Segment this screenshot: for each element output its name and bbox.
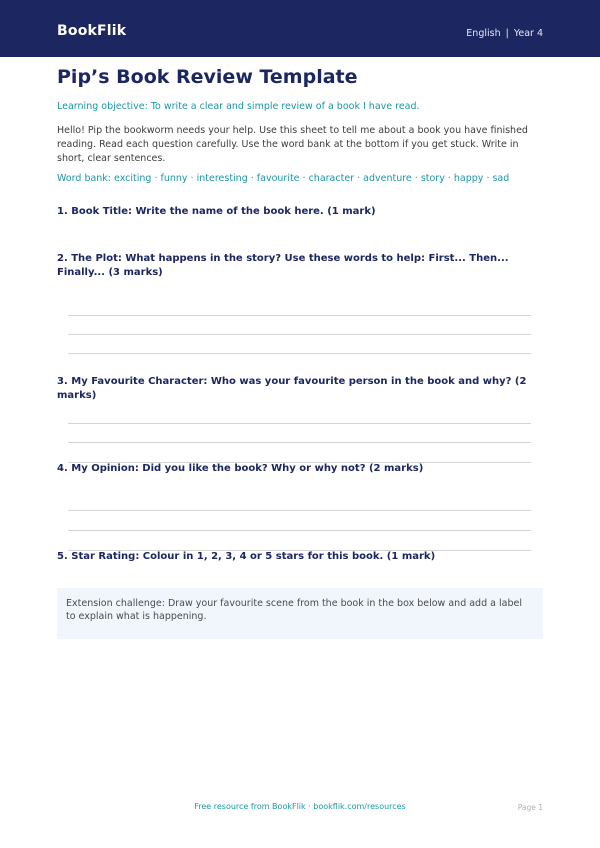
answer-line[interactable] [68, 510, 531, 511]
page-number: Page 1 [517, 803, 543, 812]
question-1: 1. Book Title: Write the name of the book here. (1 mark) [57, 206, 376, 217]
brand-logo[interactable]: BookFlik [57, 23, 127, 39]
footer-credit[interactable]: Free resource from BookFlik · bookflik.com/resources [194, 802, 406, 811]
question-5: 5. Star Rating: Colour in 1, 2, 3, 4 or 5 stars for this book. (1 mark) [57, 551, 436, 562]
answer-line[interactable] [68, 334, 531, 335]
answer-line[interactable] [68, 530, 531, 531]
answer-line[interactable] [68, 442, 531, 443]
extension-challenge [57, 588, 543, 639]
word-bank: Word bank: exciting · funny · interesting · favourite · character · adventure · story · happy · sad [57, 173, 510, 184]
question-4: 4. My Opinion: Did you like the book? Why or why not? (2 marks) [57, 463, 424, 474]
question-2: 2. The Plot: What happens in the story? Use these words to help: First... Then... Finally... (3 marks) [57, 253, 509, 278]
extension-text: Extension challenge: Draw your favourite scene from the book in the box below and add a label to explain what is happening. [66, 598, 522, 622]
header-bar [0, 0, 600, 57]
intro-text: Hello! Pip the bookworm needs your help. Use this sheet to tell me about a book you have finished reading. Read each question carefully. Use the word bank at the bottom if you get stuck. Write in short, clear sentences. [57, 125, 528, 164]
answer-line[interactable] [68, 353, 531, 354]
subject-year [466, 28, 543, 39]
page-title: Pip’s Book Review Template [57, 66, 358, 88]
question-3: 3. My Favourite Character: Who was your favourite person in the book and why? (2 marks) [57, 376, 527, 401]
year-label: Year 4 [513, 28, 543, 39]
subject-label: English [466, 28, 501, 39]
subject-separator: | [505, 28, 509, 39]
answer-line[interactable] [68, 423, 531, 424]
learning-objective: Learning objective: To write a clear and simple review of a book I have read. [57, 101, 420, 112]
answer-line[interactable] [68, 315, 531, 316]
